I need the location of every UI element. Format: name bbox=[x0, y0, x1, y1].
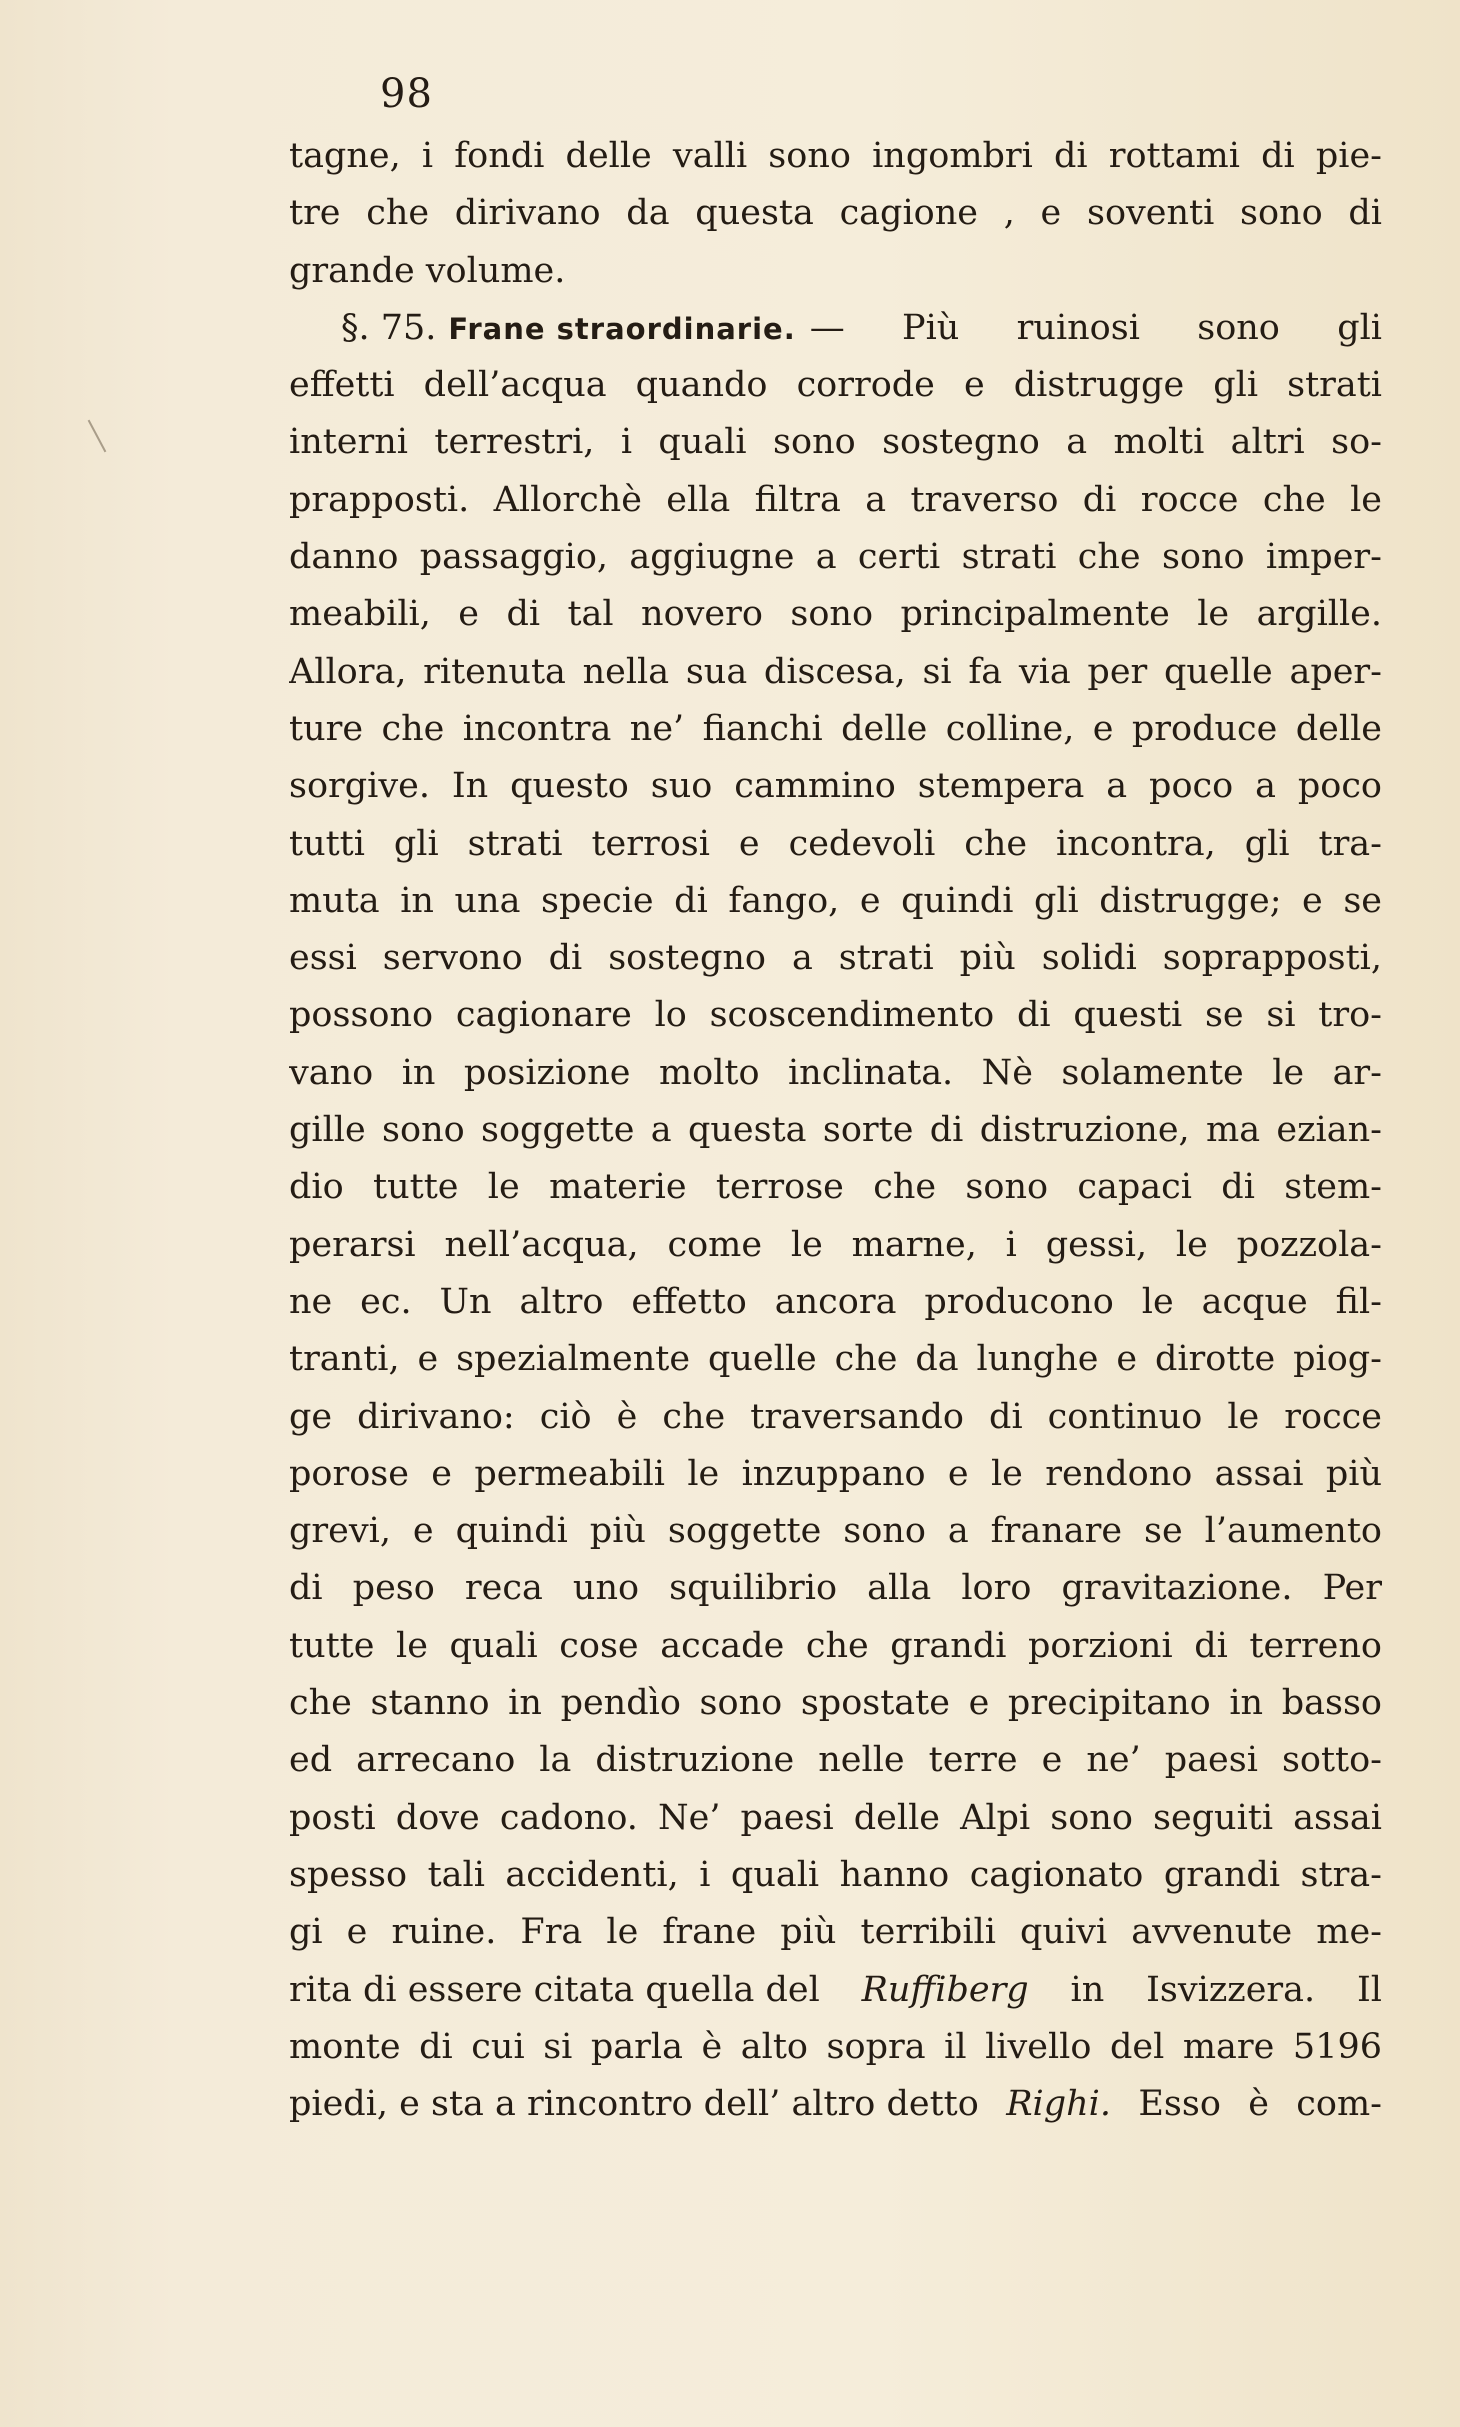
text-fragment: Esso è com- bbox=[1138, 2084, 1382, 2125]
text-line: Allora, ritenuta nella sua discesa, si fa via per quelle aper- bbox=[289, 651, 1382, 692]
text-line: muta in una specie di fango, e quindi gli distrugge; e se bbox=[289, 880, 1382, 921]
text-line: grande volume. bbox=[289, 250, 566, 291]
text-line: tutti gli strati terrosi e cedevoli che incontra, gli tra- bbox=[289, 823, 1382, 864]
text-line: prapposti. Allorchè ella filtra a traverso di rocce che le bbox=[289, 479, 1382, 520]
text-line: gille sono soggette a questa sorte di distruzione, ma ezian- bbox=[289, 1110, 1382, 1151]
text-line-ruffiberg bbox=[289, 1962, 1382, 2019]
text-fragment: piedi, e sta a rincontro dell’ altro detto bbox=[289, 2084, 979, 2125]
text-line: ge dirivano: ciò è che traversando di continuo le rocce bbox=[289, 1396, 1382, 1437]
margin-pencil-mark bbox=[88, 420, 107, 453]
section-heading-line bbox=[289, 300, 1382, 357]
text-line-righi bbox=[289, 2076, 1382, 2133]
text-line: perarsi nell’acqua, come le marne, i gessi, le pozzola- bbox=[289, 1224, 1382, 1265]
text-line: dio tutte le materie terrose che sono capaci di stem- bbox=[289, 1167, 1382, 1208]
text-line: vano in posizione molto inclinata. Nè solamente le ar- bbox=[289, 1052, 1382, 1093]
text-line: effetti dell’acqua quando corrode e distrugge gli strati bbox=[289, 365, 1382, 406]
text-line: ture che incontra ne’ fianchi delle colline, e produce delle bbox=[289, 708, 1382, 749]
text-fragment: in Isvizzera. Il bbox=[1070, 1969, 1382, 2010]
body-text bbox=[289, 128, 1382, 2133]
italic-place-name: Righi. bbox=[1006, 2084, 1111, 2125]
text-line: tagne, i fondi delle valli sono ingombri di rottami di pie- bbox=[289, 136, 1382, 176]
text-line: essi servono di sostegno a strati più solidi soprapposti, bbox=[289, 938, 1382, 979]
text-line: gi e ruine. Fra le frane più terribili quivi avvenute me- bbox=[289, 1912, 1382, 1953]
text-line: meabili, e di tal novero sono principalmente le argille. bbox=[289, 594, 1382, 635]
text-line: spesso tali accidenti, i quali hanno cagionato grandi stra- bbox=[289, 1854, 1382, 1895]
text-line: — Più ruinosi sono gli bbox=[809, 307, 1382, 348]
text-line: monte di cui si parla è alto sopra il livello del mare 5196 bbox=[289, 2026, 1382, 2067]
text-line: ne ec. Un altro effetto ancora producono le acque fil- bbox=[289, 1281, 1382, 1322]
text-fragment: rita di essere citata quella del bbox=[289, 1969, 820, 2010]
text-line: tutte le quali cose accade che grandi porzioni di terreno bbox=[289, 1625, 1382, 1666]
text-line: posti dove cadono. Ne’ paesi delle Alpi sono seguiti assai bbox=[289, 1797, 1382, 1838]
text-line: tranti, e spezialmente quelle che da lunghe e dirotte piog- bbox=[289, 1339, 1382, 1380]
page-number: 98 bbox=[380, 71, 433, 117]
text-line: possono cagionare lo scoscendimento di questi se si tro- bbox=[289, 995, 1382, 1036]
section-heading: Frane straordinarie. bbox=[448, 311, 796, 346]
text-line: danno passaggio, aggiugne a certi strati che sono imper- bbox=[289, 537, 1382, 578]
text-line: tre che dirivano da questa cagione , e soventi sono di bbox=[289, 193, 1382, 234]
section-mark: §. 75. bbox=[341, 307, 437, 348]
text-line: interni terrestri, i quali sono sostegno a molti altri so- bbox=[289, 422, 1382, 463]
italic-place-name-container bbox=[979, 2076, 1382, 2133]
text-line: sorgive. In questo suo cammino stempera a poco a poco bbox=[289, 766, 1382, 807]
italic-place-name: Ruffiberg bbox=[861, 1969, 1029, 2010]
text-line: di peso reca uno squilibrio alla loro gravitazione. Per bbox=[289, 1568, 1382, 1609]
text-line: ed arrecano la distruzione nelle terre e ne’ paesi sotto- bbox=[289, 1740, 1382, 1781]
text-line: porose e permeabili le inzuppano e le rendono assai più bbox=[289, 1453, 1382, 1494]
italic-place-name-container bbox=[820, 1962, 1382, 2019]
text-line: che stanno in pendìo sono spostate e precipitano in basso bbox=[289, 1683, 1382, 1724]
text-line: grevi, e quindi più soggette sono a franare se l’aumento bbox=[289, 1511, 1382, 1552]
